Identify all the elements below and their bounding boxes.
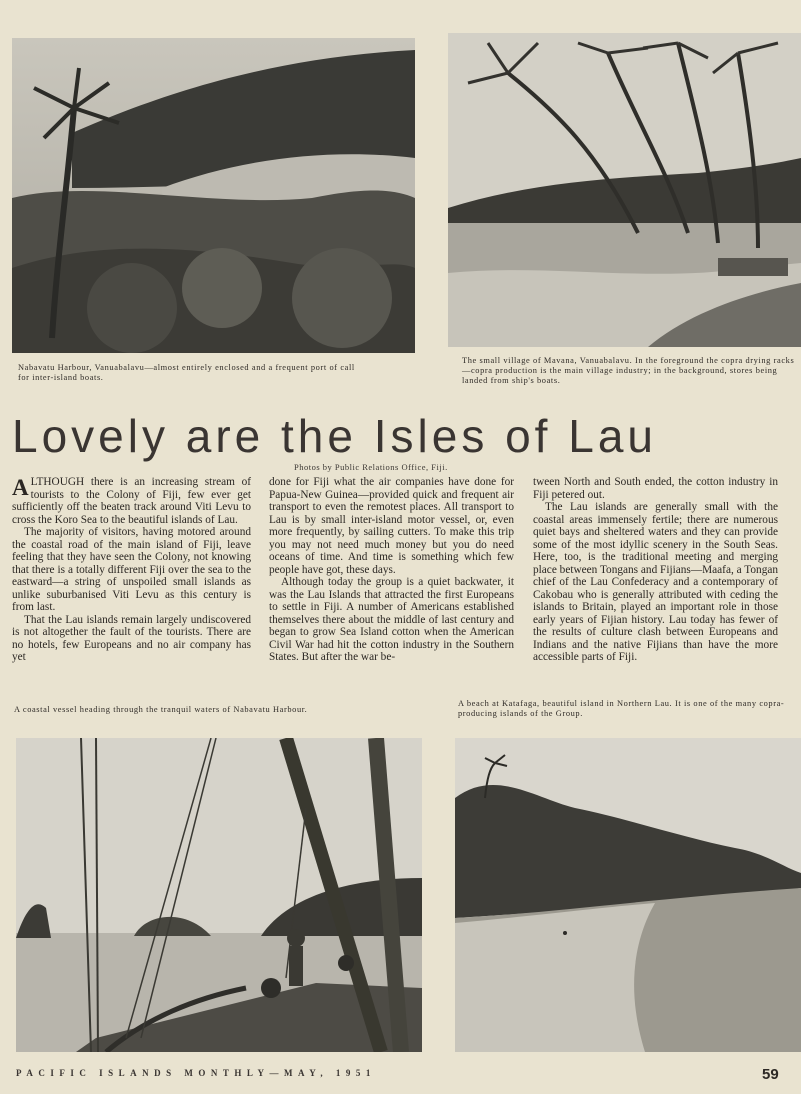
caption-coastal-vessel: A coastal vessel heading through the tranquil waters of Nabavatu Harbour. [14,705,308,714]
caption-mavana-village: The small village of Mavana, Vanuabalavu. In the foreground the copra drying racks—copra production is the main village industry; in the background, stores being landed from ship's boats. [462,356,795,385]
article-paragraph: done for Fiji what the air companies have done for Papua-New Guinea—provided quick and frequent air transport to even the remotest places. All transport to Lau is by small inter-island motor vessel, or, even more frequently, by sailing cutters. To make this trip you may not need much money but you do need oceans of time. And time is something which few people have got, these days. [269,476,514,576]
article-paragraph: The Lau islands are generally small with the coastal areas immensely fertile; there are numerous quiet bays and sheltered waters and they can provide some of the most idyllic scenery in the South Seas. Here, too, is the traditional meeting and merging place between Tongans and Fijians—Maafa, a Tongan chief of the Lau Confederacy and a contemporary of Cakobau who is generally attributed with ceding the islands to Britain, played an important role in those early years of Fijian history. Lau today has fewer of the results of culture clash between Europeans and Indians and the native Fijians than have the more accessible parts of Fiji. [533,501,778,663]
photo-katafaga-beach [455,738,801,1052]
photo-nabavatu-harbour [12,38,415,353]
article-paragraph: ALTHOUGH there is an increasing stream of tourists to the Colony of Fiji, few ever get sufficiently off the beaten track around Viti Levu to cross the Koro Sea to the beautiful islands of Lau. [12,475,251,526]
article-column-3 [533,476,778,664]
article-column-1 [12,476,251,664]
publication-footer: PACIFIC ISLANDS MONTHLY—MAY, 1951 [16,1068,376,1078]
article-paragraph: Although today the group is a quiet backwater, it was the Lau Islands that attracted the first Europeans to settle in Fiji. A number of Americans established themselves there about the middle of last century and began to grow Sea Island cotton when the American Civil War had hit the cotton industry in the Southern States. But after the war be- [269,576,514,663]
article-paragraph: The majority of visitors, having motored around the coastal road of the main island of Fiji, leave feeling that they have seen the Colony, not knowing that there is a totally different Fiji over the sea to the eastward—a string of unspoiled small islands as unlike suburbanised Viti Levu as this century is from last. [12,526,251,613]
caption-nabavatu-harbour: Nabavatu Harbour, Vanuabalavu—almost entirely enclosed and a frequent port of call for inter-island boats. [18,363,355,382]
article-paragraph: That the Lau islands remain largely undiscovered is not altogether the fault of the tourists. There are no hotels, few Europeans and no air company has yet [12,613,251,663]
article-title: Lovely are the Isles of Lau [12,410,657,462]
photo-credit: Photos by Public Relations Office, Fiji. [294,462,448,472]
drop-cap: A [12,475,29,500]
caption-katafaga-beach: A beach at Katafaga, beautiful island in Northern Lau. It is one of the many copra-producing islands of the Group. [458,699,785,718]
article-column-2 [269,476,514,664]
photo-coastal-vessel [16,738,422,1052]
photo-mavana-village [448,33,801,347]
article-paragraph: tween North and South ended, the cotton industry in Fiji petered out. [533,476,778,501]
page-number: 59 [762,1066,779,1083]
